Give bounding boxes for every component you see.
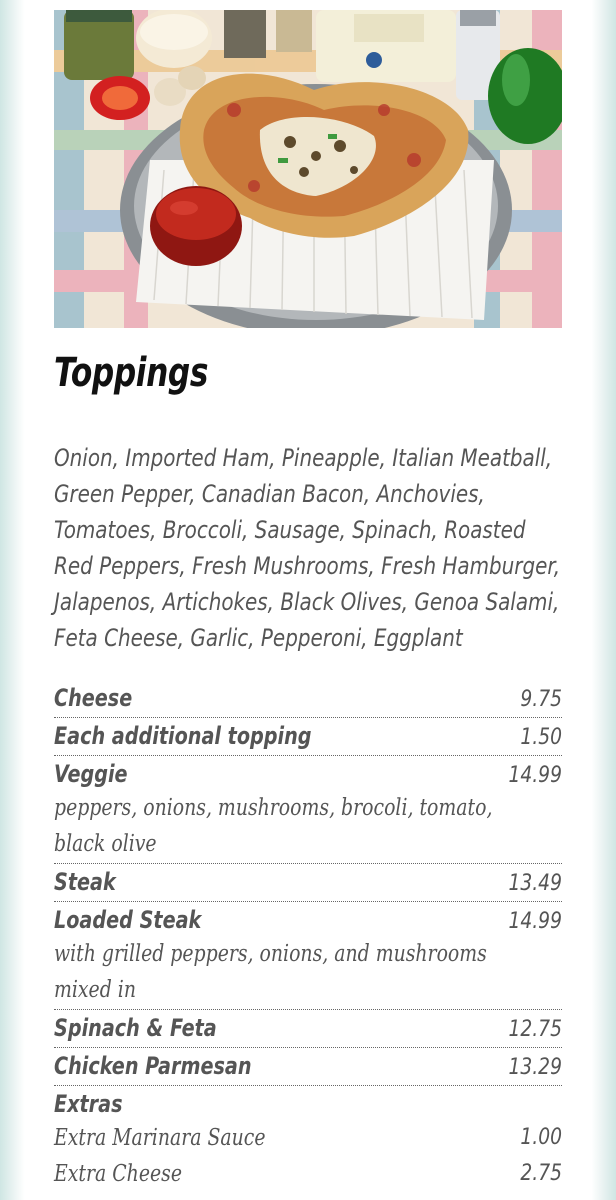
- menu-item-name: Spinach & Feta: [54, 1014, 217, 1042]
- extra-item: [54, 1120, 562, 1156]
- menu-item-price: 1.50: [520, 725, 562, 750]
- calzone-photo: [54, 10, 562, 328]
- menu-item-name: Veggie: [54, 760, 128, 788]
- menu-item-description: peppers, onions, mushrooms, brocoli, tomato, black olive: [54, 795, 493, 857]
- menu-item: [54, 902, 562, 1010]
- menu-list: [54, 680, 562, 1195]
- extra-item-name: Extra Cheese: [54, 1161, 182, 1187]
- menu-item-description: with grilled peppers, onions, and mushrooms mixed in: [54, 941, 487, 1003]
- menu-item: [54, 680, 562, 718]
- extras-section: [54, 1086, 562, 1195]
- extra-item-price: 2.75: [520, 1161, 562, 1186]
- section-title: Toppings: [54, 350, 209, 396]
- menu-item: [54, 1010, 562, 1048]
- menu-item-name: Steak: [54, 868, 116, 896]
- toppings-list: Onion, Imported Ham, Pineapple, Italian Meatball, Green Pepper, Canadian Bacon, Anchovies, Tomatoes, Broccoli, Sausage, Spinach, Roasted Red Peppers, Fresh Mushrooms, Fresh Hamburger, Jalapenos, Artichokes, Black Olives, Genoa Salami, Feta Cheese, Garlic, Pepperoni, Eggplant: [54, 444, 561, 652]
- menu-item: [54, 864, 562, 902]
- menu-item: [54, 756, 562, 864]
- menu-item-price: 14.99: [508, 763, 562, 788]
- menu-item-name: Each additional topping: [54, 722, 312, 750]
- menu-item-price: 14.99: [508, 909, 562, 934]
- extra-item-name: Extra Marinara Sauce: [54, 1125, 266, 1151]
- menu-item: [54, 1048, 562, 1086]
- menu-item-price: 13.49: [508, 871, 562, 896]
- menu-item-price: 12.75: [508, 1017, 562, 1042]
- extras-heading: Extras: [54, 1090, 123, 1118]
- extra-item: [54, 1156, 562, 1192]
- menu-item: [54, 718, 562, 756]
- menu-item-name: Cheese: [54, 684, 133, 712]
- menu-item-price: 9.75: [520, 687, 562, 712]
- menu-item-price: 13.29: [508, 1055, 562, 1080]
- calzone-photo-illustration: [54, 10, 562, 328]
- extra-item-price: 1.00: [520, 1125, 562, 1150]
- menu-item-name: Chicken Parmesan: [54, 1052, 252, 1080]
- menu-item-name: Loaded Steak: [54, 906, 202, 934]
